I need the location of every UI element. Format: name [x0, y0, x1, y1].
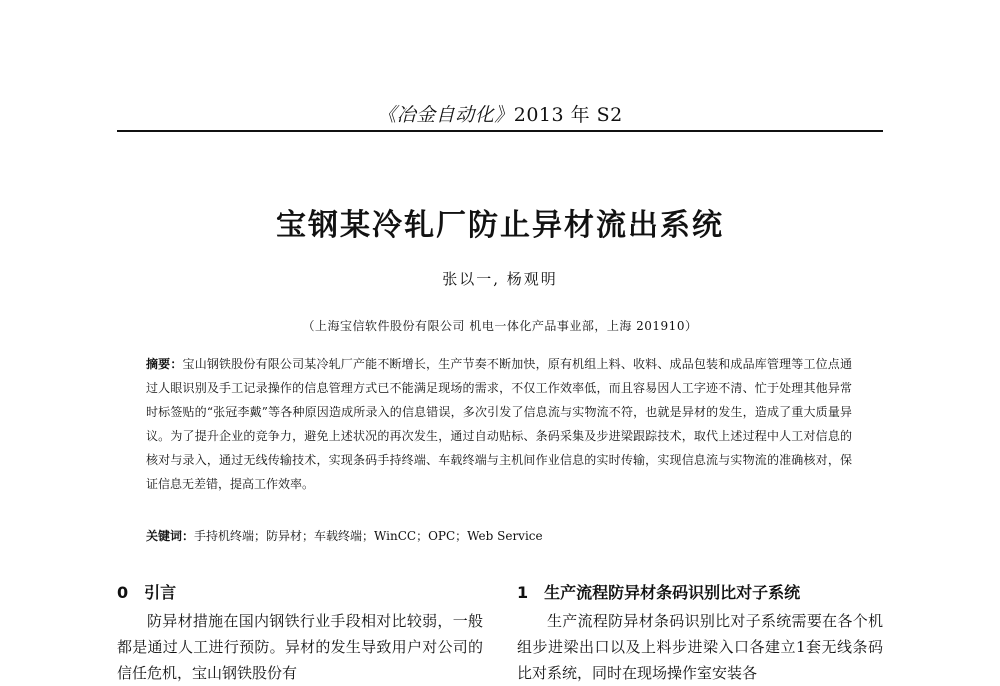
keywords-label: 关键词：: [146, 529, 195, 543]
abstract: [146, 352, 852, 496]
paper-affiliation: （上海宝信软件股份有限公司 机电一体化产品事业部，上海 201910）: [302, 319, 698, 333]
journal-name: 《冶金自动化》: [377, 104, 514, 126]
abstract-label: 摘要：: [146, 357, 183, 371]
journal-header: [0, 100, 1000, 127]
section-number: 1: [517, 583, 529, 602]
section-heading-introduction: [117, 580, 176, 603]
header-rule: [117, 130, 883, 132]
paragraph: 防异材措施在国内钢铁行业手段相对比较弱，一般都是通过人工进行预防。异材的发生导致用户对公司的信任危机，宝山钢铁股份有: [117, 612, 483, 682]
abstract-text: 宝山钢铁股份有限公司某冷轧厂产能不断增长，生产节奏不断加快，原有机组上料、收料、成品包装和成品库管理等工位点通过人眼识别及手工记录操作的信息管理方式已不能满足现场的需求，不仅工作效率低，而且容易因人工字迹不清、忙于处理其他异常时标签贴的“张冠李戴”等各种原因造成所录入的信息错误，多次引发了信息流与实物流不符，也就是异材的发生，造成了重大质量异议。为了提升企业的竞争力，避免上述状况的再次发生，通过自动贴标、条码采集及步进梁跟踪技术，取代上述过程中人工对信息的核对与录入，通过无线传输技术，实现条码手持终端、车载终端与主机间作业信息的实时传输，实现信息流与实物流的准确核对，保证信息无差错，提高工作效率。: [146, 357, 852, 491]
paper-title: 宝钢某冷轧厂防止异材流出系统: [276, 208, 724, 243]
section-title: 生产流程防异材条码识别比对子系统: [544, 583, 801, 602]
body-column-left: [117, 608, 483, 686]
journal-issue: 2013 年 S2: [513, 104, 623, 126]
body-column-right: [517, 608, 883, 686]
keywords-text: 手持机终端；防异材；车载终端；WinCC；OPC；Web Service: [194, 529, 543, 543]
keywords: [146, 524, 852, 548]
section-number: 0: [117, 583, 129, 602]
section-title: 引言: [144, 583, 177, 602]
paragraph: 生产流程防异材条码识别比对子系统需要在各个机组步进梁出口以及上料步进梁入口各建立1套无线条码比对系统，同时在现场操作室安装各: [517, 612, 883, 682]
section-heading-barcode-system: [517, 580, 800, 603]
paper-authors: 张以一, 杨观明: [442, 270, 558, 288]
